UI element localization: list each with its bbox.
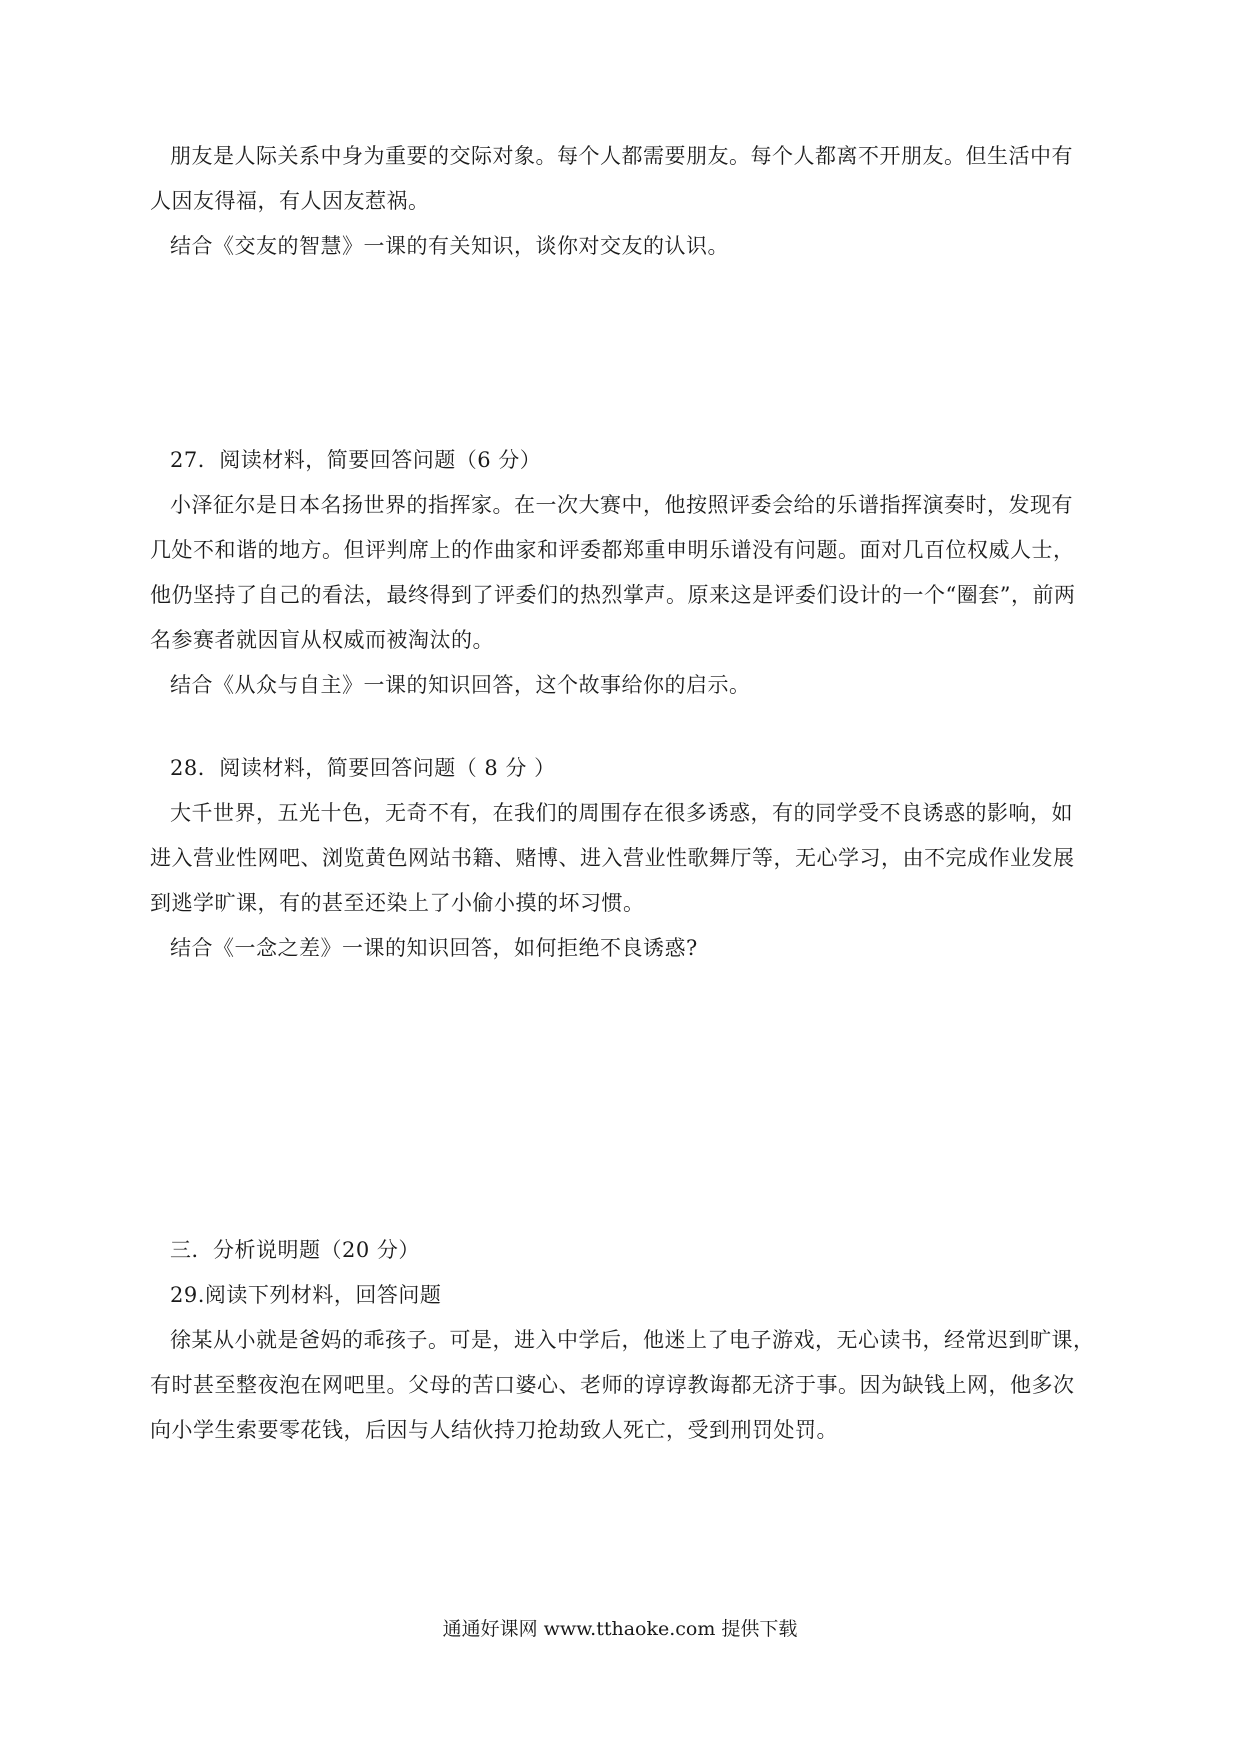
q28-para-line-3: 到逃学旷课，有的甚至还染上了小偷小摸的坏习惯。 (150, 891, 645, 915)
intro-para-line-1: 朋友是人际关系中身为重要的交际对象。每个人都需要朋友。每个人都离不开朋友。但生活中有 (170, 144, 1073, 168)
q29-para-line-1: 徐某从小就是爸妈的乖孩子。可是，进入中学后，他迷上了电子游戏，无心读书，经常迟到旷课， (170, 1328, 1095, 1352)
intro-question: 结合《交友的智慧》一课的有关知识，谈你对交友的认识。 (170, 234, 729, 258)
q28-para-line-1: 大千世界，五光十色，无奇不有，在我们的周围存在很多诱惑，有的同学受不良诱惑的影响，如 (170, 801, 1073, 825)
page-footer: 通通好课网 www.tthaoke.com 提供下载 (442, 1618, 798, 1640)
section3-heading: 三．分析说明题（20 分） (170, 1238, 420, 1262)
q28-question: 结合《一念之差》一课的知识回答，如何拒绝不良诱惑? (170, 936, 698, 960)
intro-para-line-2: 人因友得福，有人因友惹祸。 (150, 189, 430, 213)
q27-para-line-4: 名参赛者就因盲从权威而被淘汰的。 (150, 628, 494, 652)
q29-para-line-3: 向小学生索要零花钱，后因与人结伙持刀抢劫致人死亡，受到刑罚处罚。 (150, 1418, 838, 1442)
q28-heading: 28．阅读材料，简要回答问题（ 8 分 ） (170, 756, 556, 780)
q29-heading: 29.阅读下列材料，回答问题 (170, 1283, 442, 1307)
q27-para-line-2: 几处不和谐的地方。但评判席上的作曲家和评委都郑重申明乐谱没有问题。面对几百位权威人士， (150, 538, 1075, 562)
q27-para-line-1: 小泽征尔是日本名扬世界的指挥家。在一次大赛中，他按照评委会给的乐谱指挥演奏时，发现有 (170, 493, 1073, 517)
q27-para-line-3: 他仍坚持了自己的看法，最终得到了评委们的热烈掌声。原来这是评委们设计的一个“圈套”，前两 (150, 583, 1076, 607)
q27-question: 结合《从众与自主》一课的知识回答，这个故事给你的启示。 (170, 673, 751, 697)
q28-para-line-2: 进入营业性网吧、浏览黄色网站书籍、赌博、进入营业性歌舞厅等，无心学习，由不完成作业发展 (150, 846, 1075, 870)
q27-heading: 27．阅读材料，简要回答问题（6 分） (170, 448, 542, 472)
q29-para-line-2: 有时甚至整夜泡在网吧里。父母的苦口婆心、老师的谆谆教诲都无济于事。因为缺钱上网，他多次 (150, 1373, 1075, 1397)
